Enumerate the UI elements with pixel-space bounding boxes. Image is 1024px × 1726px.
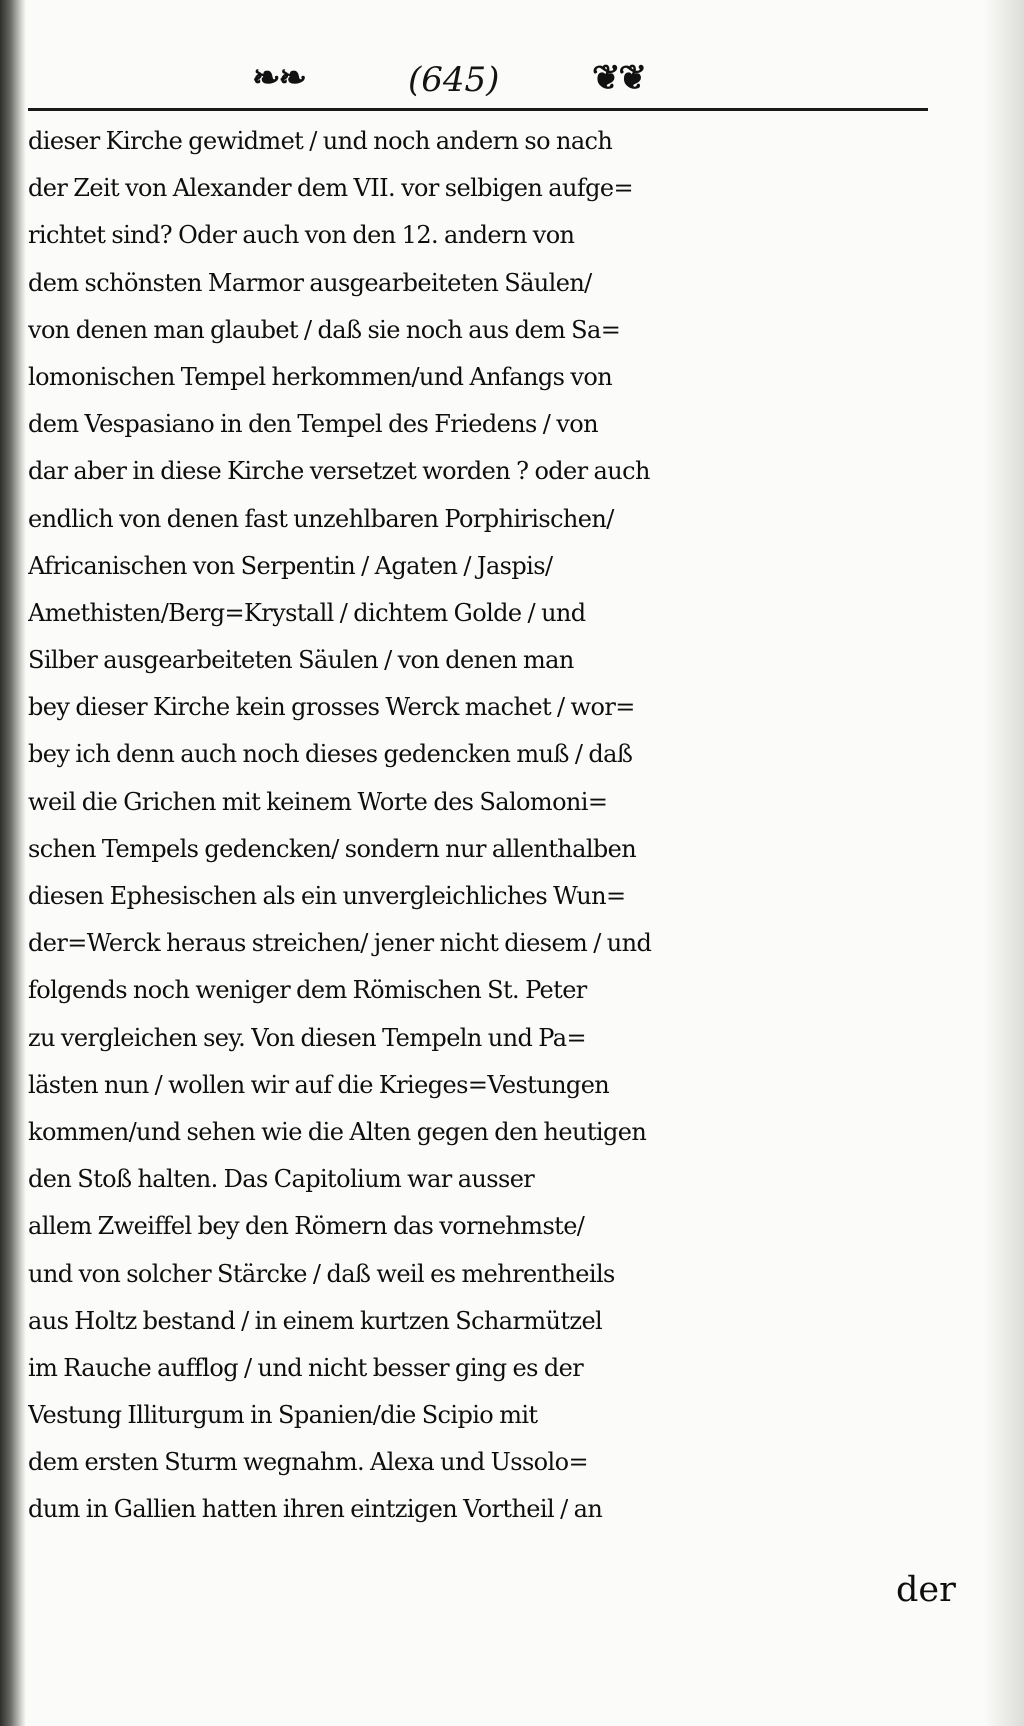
text-line: dar aber in diese Kirche versetzet worden ? oder auch xyxy=(28,457,650,486)
text-line: bey dieser Kirche kein grosses Werck machet / wor= xyxy=(28,693,635,722)
text-line: den Stoß halten. Das Capitolium war ausser xyxy=(28,1165,535,1194)
text-line: der=Werck heraus streichen/ jener nicht diesem / und xyxy=(28,929,652,958)
header-rule xyxy=(28,108,928,111)
body-text xyxy=(28,118,952,1534)
text-line: folgends noch weniger dem Römischen St. Peter xyxy=(28,976,587,1005)
catchword: der xyxy=(896,1570,956,1610)
text-line: weil die Grichen mit keinem Worte des Salomoni= xyxy=(28,787,608,816)
page-right-margin xyxy=(984,0,1024,1726)
text-line: der Zeit von Alexander dem VII. vor selbigen aufge= xyxy=(28,174,633,203)
text-line: Silber ausgearbeiteten Säulen / von denen man xyxy=(28,646,574,675)
text-line: von denen man glaubet / daß sie noch aus dem Sa= xyxy=(28,315,621,344)
text-line: endlich von denen fast unzehlbaren Porphirischen/ xyxy=(28,504,614,533)
text-line: zu vergleichen sey. Von diesen Tempeln und Pa= xyxy=(28,1023,586,1052)
page-number: (645) xyxy=(408,60,500,100)
text-line: dem schönsten Marmor ausgearbeiteten Säulen/ xyxy=(28,268,592,297)
text-line: kommen/und sehen wie die Alten gegen den heutigen xyxy=(28,1117,647,1146)
text-line: diesen Ephesischen als ein unvergleichliches Wun= xyxy=(28,882,626,910)
text-line: im Rauche aufflog / und nicht besser ging es der xyxy=(28,1353,584,1382)
text-line: Africanischen von Serpentin / Agaten / Jaspis/ xyxy=(28,551,553,580)
text-line: Vestung Illiturgum in Spanien/die Scipio mit xyxy=(28,1401,538,1430)
ornament-right-icon: ❦❦ xyxy=(592,58,645,98)
ornament-left-icon: ❧❧ xyxy=(252,58,305,98)
text-line: allem Zweiffel bey den Römern das vornehmste/ xyxy=(28,1212,585,1241)
text-line: aus Holtz bestand / in einem kurtzen Scharmützel xyxy=(28,1306,603,1335)
text-line: bey ich denn auch noch dieses gedencken muß / daß xyxy=(28,740,633,769)
page-gutter-shadow xyxy=(0,0,26,1726)
text-line: und von solcher Stärcke / daß weil es mehrentheils xyxy=(28,1259,615,1288)
text-line: dem Vespasiano in den Tempel des Friedens / von xyxy=(28,410,598,439)
running-head xyxy=(240,50,680,110)
text-line: dum in Gallien hatten ihren eintzigen Vortheil / an xyxy=(28,1495,603,1524)
text-line: lästen nun / wollen wir auf die Krieges=Vestungen xyxy=(28,1070,610,1099)
text-line: Amethisten/Berg=Krystall / dichtem Golde / und xyxy=(28,598,586,627)
text-line: richtet sind? Oder auch von den 12. andern von xyxy=(28,221,575,250)
text-line: lomonischen Tempel herkommen/und Anfangs von xyxy=(28,362,613,391)
text-line: schen Tempels gedencken/ sondern nur allenthalben xyxy=(28,834,637,863)
text-line: dem ersten Sturm wegnahm. Alexa und Ussolo= xyxy=(28,1448,588,1477)
text-line: dieser Kirche gewidmet / und noch andern so nach xyxy=(28,127,613,155)
